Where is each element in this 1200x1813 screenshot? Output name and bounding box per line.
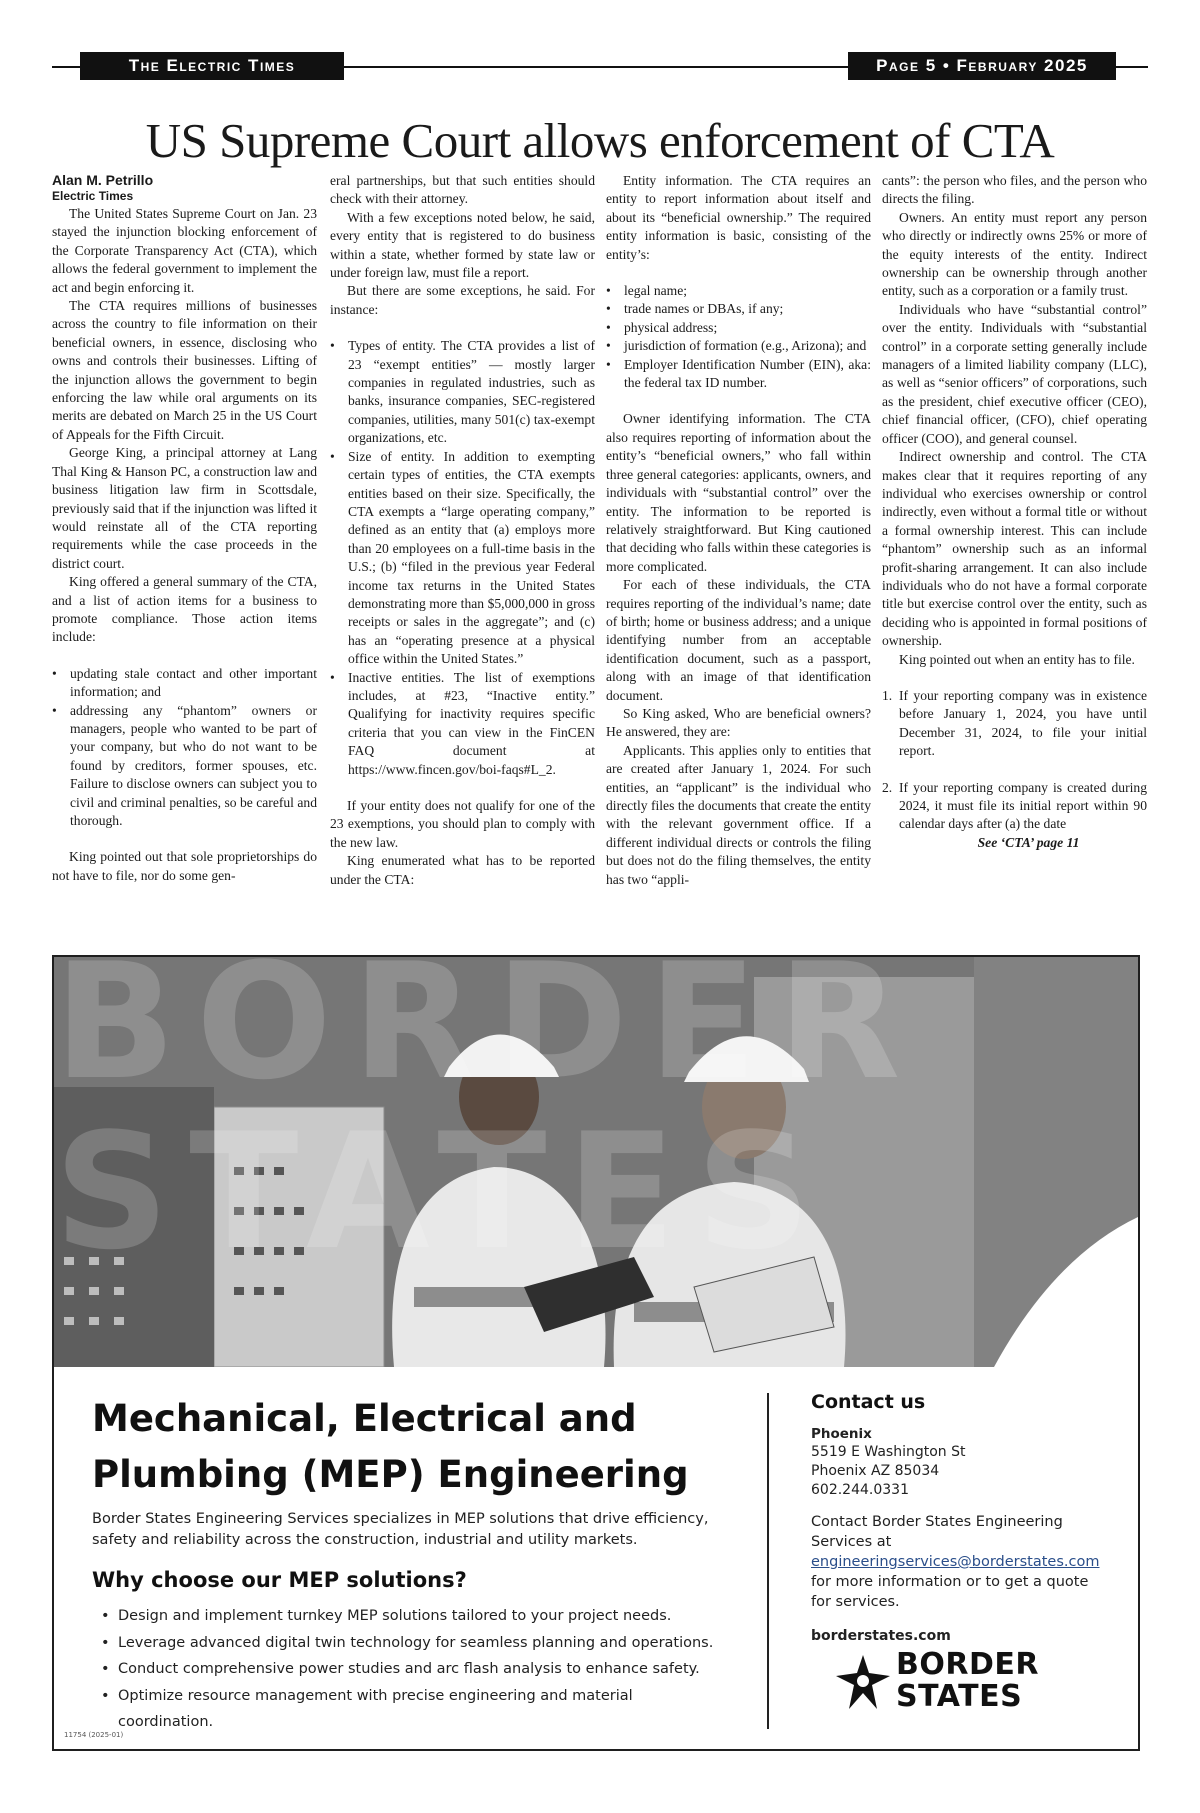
list-item: 1. If your reporting company was in existence before January 1, 2024, you have until December 31, 2024, to file your initial report. bbox=[882, 687, 1147, 759]
logo-text: BORDER STATES bbox=[896, 1647, 1039, 1714]
contact-email-link[interactable]: engineeringservices@borderstates.com bbox=[811, 1554, 1100, 1570]
paragraph: So King asked, Who are beneficial owners? He answered, they are: bbox=[606, 705, 871, 740]
paragraph: eral partnerships, but that such entities should check with their attorney. bbox=[330, 173, 595, 207]
list-item: • Conduct comprehensive power studies and arc flash analysis to enhance safety. bbox=[92, 1656, 732, 1683]
list-item: • Size of entity. In addition to exempting certain types of entities, the CTA exempts entities based on their size. Specifically, the CTA exempts a “large operating company,” defined as an entity that (a) employs more than 20 employees on a full-time basis in the U.S.; (b) “filed in the previous year Federal income tax returns in the United States demonstrating more than $5,000,000 in gross receipts or sales in the aggregate”; and (c) has an “operating presence at a physical office within the United States.” bbox=[330, 448, 595, 669]
ad-subheading: Why choose our MEP solutions? bbox=[92, 1568, 467, 1592]
ad-description: Border States Engineering Services specializes in MEP solutions that drive efficiency, safety and reliability across the construction, industrial and utility markets. bbox=[92, 1511, 709, 1548]
publication-name: The Electric Times bbox=[80, 52, 344, 80]
list-item: • addressing any “phantom” owners or managers, people who wanted to be part of your company, but who do not want to be found by creditors, former spouses, etc. Failure to disclose owners can subject you to civil and criminal penalties, so be careful and thorough. bbox=[52, 702, 317, 831]
list-item: • Optimize resource management with precise engineering and material coordination. bbox=[92, 1683, 732, 1736]
continued-jump-line: See ‘CTA’ page 11 bbox=[977, 834, 1080, 850]
contact-panel bbox=[811, 1387, 1111, 1646]
border-states-logo bbox=[836, 1649, 1066, 1719]
list-item: • Types of entity. The CTA provides a list of 23 “exempt entities” — mostly larger companies in regulated industries, such as banks, insurance companies, SEC-registered companies, utilities, many 501(c) tax-exempt organizations, etc. bbox=[330, 337, 595, 447]
ad-watermark: BORDER STATES bbox=[54, 957, 921, 1285]
list-item: • trade names or DBAs, if any; bbox=[606, 300, 871, 318]
website-link[interactable]: borderstates.com bbox=[811, 1628, 951, 1644]
paragraph: Individuals who have “substantial control” over the entity. Individuals with “substantial control” in a corporate setting generally include managers of a limited liability company (LLC), as well as “senior officers” of corporations, such as the president, chief executive officer (CEO), chief financial officer, (CFO), chief operating officer (COO), and general counsel. bbox=[882, 301, 1147, 446]
article-column-2 bbox=[330, 172, 595, 889]
list-item: 2. If your reporting company is created during 2024, it must file its initial report within 90 calendar days after (a) the date bbox=[882, 779, 1147, 832]
paragraph: King offered a general summary of the CTA, and a list of action items for a business to promote compliance. Those action items include: bbox=[52, 574, 317, 645]
list-item: • Leverage advanced digital twin technology for seamless planning and operations. bbox=[92, 1630, 732, 1657]
paragraph: If your entity does not qualify for one of the 23 exemptions, you should plan to comply with the new law. bbox=[330, 798, 595, 850]
ad-benefits-list bbox=[92, 1603, 732, 1736]
exceptions-list bbox=[330, 337, 595, 779]
list-item: • Inactive entities. The list of exemptions includes, at #23, “Inactive entity.” Qualifying for inactivity requires specific criteria that you can view in the FinCEN FAQ document at https://www.fincen.gov/boi-faqs#L_2. bbox=[330, 669, 595, 779]
paragraph: cants”: the person who files, and the person who directs the filing. bbox=[882, 173, 1147, 207]
paragraph: The United States Supreme Court on Jan. 23 stayed the injunction blocking enforcement of the Corporate Transparency Act (CTA), which allows the federal government to implement the act and begin enforcing it. bbox=[52, 206, 317, 295]
paragraph: Owners. An entity must report any person who directly or indirectly owns 25% or more of the equity interests of the entity. Indirect ownership can be ownership through another entity, such as a corporation or a family trust. bbox=[882, 209, 1147, 299]
action-items-list bbox=[52, 665, 317, 831]
paragraph: King pointed out when an entity has to file. bbox=[899, 651, 1135, 667]
contact-heading: Contact us bbox=[811, 1391, 926, 1413]
filing-deadlines-list bbox=[882, 687, 1147, 834]
byline-outlet: Electric Times bbox=[52, 189, 134, 203]
list-item: • Design and implement turnkey MEP solutions tailored to your project needs. bbox=[92, 1603, 732, 1630]
article-column-1 bbox=[52, 172, 317, 885]
paragraph: Indirect ownership and control. The CTA makes clear that it requires reporting of any individual who exercises ownership or control indirectly, even without a formal title or without a formal ownership interest. This can include “phantom” ownership such as an informal profit-sharing arrangement. It can also include individuals who do not have a formal corporate title but exercise control over the entity, such as deciding who is appointed in formal positions of ownership. bbox=[882, 449, 1147, 649]
list-item: • jurisdiction of formation (e.g., Arizona); and bbox=[606, 337, 871, 355]
byline-author: Alan M. Petrillo bbox=[52, 172, 154, 188]
list-item: • legal name; bbox=[606, 282, 871, 300]
contact-phone[interactable]: 602.244.0331 bbox=[811, 1482, 909, 1498]
paragraph: The CTA requires millions of businesses across the country to file information on their beneficial owners, in essence, disclosing who owns and controls their businesses. Lifting of the injunction allows the government to begin enforcing the law while oral arguments on its merits are debated on March 25 in the US Court of Appeals for the Fifth Circuit. bbox=[52, 298, 317, 442]
list-item: • Employer Identification Number (EIN), aka: the federal tax ID number. bbox=[606, 356, 871, 393]
paragraph: Applicants. This applies only to entities that are created after January 1, 2024. For such entities, an “applicant” is the individual who directly files the documents that create the entity with the relevant government office. If a different individual directs or controls the filing but does not do the filing themselves, the entity has two “appli- bbox=[606, 742, 871, 887]
paragraph: Owner identifying information. The CTA also requires reporting of information about the entity’s “beneficial owners,” who fall within three general categories: applicants, owners, and individuals with “substantial control” over the entity. The information to be reported is relatively straightforward. But King cautioned that deciding who falls within these categories is more complicated. bbox=[606, 411, 871, 574]
paragraph: King enumerated what has to be reported under the CTA: bbox=[330, 853, 595, 887]
contact-street: 5519 E Washington St bbox=[811, 1444, 966, 1460]
entity-info-list bbox=[606, 282, 871, 392]
logo-mark-icon bbox=[836, 1655, 890, 1709]
paragraph: With a few exceptions noted below, he said, every entity that is registered to do business within a state, whether formed by state law or under foreign law, must file a report. bbox=[330, 209, 595, 281]
paragraph: Entity information. The CTA requires an entity to report information about itself and about its “beneficial ownership.” The required entity information is basic, consisting of the entity’s: bbox=[606, 173, 871, 262]
list-item: • updating stale contact and other important information; and bbox=[52, 665, 317, 702]
paragraph: George King, a principal attorney at Lang Thal King & Hanson PC, a construction law and business litigation law firm in Scottsdale, previously said that if the injunction was lifted it would reinstate all of the CTA reporting requirements while the case proceeds in the district court. bbox=[52, 445, 317, 571]
contact-text: Contact Border States Engineering Services at engineeringservices@borderstates.com for more information or to get a quote for services. bbox=[811, 1514, 1100, 1610]
article-headline: US Supreme Court allows enforcement of CTA bbox=[145, 113, 1055, 168]
paragraph: King pointed out that sole proprietorships do not have to file, nor do some gen- bbox=[52, 849, 317, 883]
contact-city-state-zip: Phoenix AZ 85034 bbox=[811, 1463, 940, 1479]
article-column-3 bbox=[606, 172, 871, 889]
ad-photo bbox=[54, 957, 1138, 1367]
list-item: • physical address; bbox=[606, 319, 871, 337]
ad-code: 11754 (2025-01) bbox=[64, 1731, 124, 1739]
ad-body bbox=[54, 1367, 1138, 1749]
ad-title: Mechanical, Electrical and Plumbing (MEP) Engineering bbox=[92, 1397, 689, 1496]
border-states-advertisement bbox=[52, 955, 1140, 1751]
paragraph: For each of these individuals, the CTA requires reporting of the individual’s name; date of birth; home or business address; and a unique identifying number from an acceptable identification document, such as a passport, along with an image of that identification document. bbox=[606, 577, 871, 703]
page-info: Page 5 • February 2025 bbox=[848, 52, 1116, 80]
article-column-4 bbox=[882, 172, 1147, 852]
divider bbox=[767, 1393, 769, 1729]
contact-city: Phoenix bbox=[811, 1426, 872, 1442]
paragraph: But there are some exceptions, he said. For instance: bbox=[330, 283, 595, 317]
